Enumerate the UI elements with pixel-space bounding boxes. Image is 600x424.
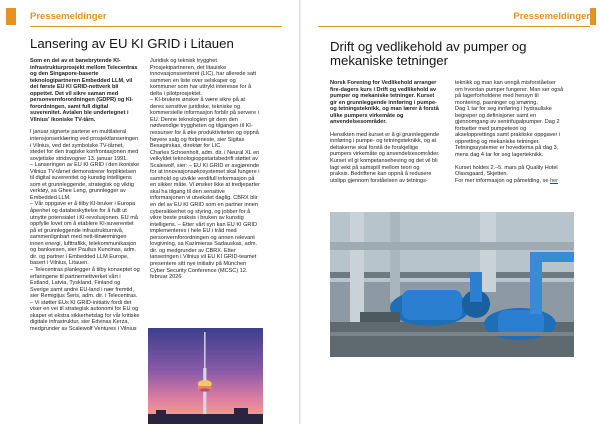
paragraph: Prosjektpartneren, det litauiske innovasjonssenteret (LIC), har allerede satt sammen en liste over selskaper og kommuner som har uttrykt interesse for å delta i pilotprosjektet.	[150, 64, 257, 97]
article-lead: Norsk Forening for Vedlikehold arranger fire-dagers kurs i Drift og vedlikehold av pumper og mekaniske tetninger. Kurset gir en grunnleggende innføring i pumpe- og tetningsteknikk, og man lærer å forstå ulike pumpers virkemåte og anvendelsesområder.	[330, 80, 439, 126]
header-rule	[30, 26, 282, 27]
info-text: For mer informasjon og påmelding, se	[455, 177, 549, 184]
tv-tower-photo	[148, 328, 263, 424]
header-rule	[318, 26, 590, 27]
paragraph: Hensikten med kurset er å gi grunnleggende innføring i pumpe- og tetningsteknikk, og at deltakerne skal forstå de forskjellige pumpers virkemåte og anvendelsesområder. Kurset vil gi kompetanseheving og det vil bli lagt vekt på samspill mellom teori og praksis. Bedriftene kan oppnå å redusere utslipp gjennom forståelsen av tetnings-	[330, 131, 440, 184]
section-header	[318, 8, 590, 25]
right-page	[300, 0, 600, 424]
paragraph: I januar signerte partene en multilateral intensjonserklæring ved prosjektlanseringen i Vilnius, ved det symbolske TV-tårnet, stedet for den tragiske konfrontasjonen med sovjetiske stridsvogner 13. januar 1991.	[30, 129, 139, 162]
article-column-1	[330, 80, 440, 184]
section-label: Pressemeldinger	[513, 11, 590, 22]
paragraph: – Lanseringen av EU KI GRID i den ikoniske Vilnius TV-tårnet demonstrerer forpliktelsen til digital suverenitet og kunstig intelligens som et grunnleggende, strategisk og viktig verktøy, sa Ghee Leng, grunnlegger av Embedded LLM.	[30, 162, 140, 201]
section-marker	[6, 8, 16, 25]
paragraph: Kurset holdes 2.–5. mars på Quality Hotel Olavsgaard, Skjetten.	[455, 164, 558, 178]
article-lead: Som en del av et banebrytende KI-infrastrukturprosjekt mellom Telecentras og den Singapore-baserte teknologipartneren Embedded LLM, vil det første EU KI GRID-nettverk bli oppettet. Det vil sikre saman med personvernforordningen (GDPR) og KI-forordningen, samt full digital suverenitet. Avtalen ble undertegnet i Vilnius' ikoniske TV-tårn.	[30, 58, 138, 123]
section-label: Pressemeldinger	[30, 11, 107, 22]
pump-photo	[330, 212, 574, 357]
article-title: Lansering av EU KI GRID i Litauen	[30, 36, 234, 51]
info-line	[455, 178, 565, 185]
registration-link[interactable]: her	[549, 177, 558, 184]
subheading: Juridisk og teknisk trygghet	[150, 58, 217, 64]
paragraph: – Telecentras planlegger å tilby konseptet og erfaringene til partnernettverket vårt i Estland, Latvia, Tyskland, Finland og Sverige samt andre EU-land i nær fremtid, sier Remigijus Šeris, adm. dir. i Telecentras.	[30, 266, 140, 300]
section-marker	[590, 8, 596, 25]
article-title: Drift og vedlikehold av pumper og mekaniske tetninger	[330, 39, 527, 68]
paragraph: – Vi støtter EUs KI GRID-initiativ fordi det viser en vei til strategisk autonomi for EU og skaper et ekstra sikkerhetslag for vår kritiske digitale infrastruktur, sier Edvinas Kerza, medgrunder av Scalewolf Ventures i Vilnius	[30, 299, 140, 332]
paragraph: Charles Schoenholt, adm. dir. i Neural XL en velkyldet teknologioppstartsbedrift støttet av Scalewolf, sier: – EU KI GRID er avgjørende for at innovasjonsøkosystemet skal fungere i samhold og utvikle verdifull informasjon på en sikker måte. Vi ønsker ikke at tredjeparter skal ha tilgang til den sensitive informasjonen vi utvekslet daglig. CBRX blir en del av EU KI GRID som en partner innen cybersikkerhet og styring, og jobber for å vikre beste praksis i bruken av kunstig intelligens. – Etter vårt syn kan EU KI GRID implementeres i hele EU i tråd med personvernforordningen og annen relevant lovgivning, sa Kazimieras Sadauskas, adm. dir. og medgrunder av CBRX. Etter lanseringen i Vilnius vil EU KI GRID-teamet presentere sitt nye initiativ på München Cyber Security Conference (MCSC) 12. februar 2026	[150, 149, 260, 281]
paragraph: Dag 1 tar for seg innføring i hydrauliske begreper og definisjoner samt en gjennomgang av sentrifugalpumper. Dag 2 fortsetter med pumpeteori og akselopprettings samt praktiske oppgaver i oppretting og mekaniske tetninger. Tetningssystemer er hovedtema på dag 3, mens dag 4 tar for seg lagerteknikk.	[455, 106, 561, 159]
section-header	[30, 8, 282, 25]
paragraph: – KI-brukere ønsker å være sikre på at deres sensitive juridiske, tekniske og kommersielle informasjon forblir på servere i EU. Denne teknologien gir dem den nødvendige tryggheten og tilgangen til KI-ressurser for å øke produktiviteten og oppnå høyere salg og fortjeneste, sier Sigitas Besagirskas, direktør for LIC.	[150, 97, 259, 150]
paragraph: teknikk og man kan unngå misforståelser om hvordan pumper fungerer. Man ser også på lagerforholdene med hensyn til montering, pasninger og smøring.	[455, 80, 564, 106]
paragraph: – Vår oppgave er å tilby KI-bruker i Europa åpenhet og databeskyttelse for å fullt ut utnytte potensialet i KI-revolusjonen. EU må oppfylle lovet om å etablere KI-suverenitet på et grunnleggende infrastrukturnivå, sammenlignbart med nett-tilnærmingen innen energi, lufttrafikk, telekommunikasjon og bankvesen, sier Paulius Kuncinas, adm. dir. og partner i Embedded LLM Europe, basert i Vilnius, Litauen.	[30, 201, 138, 267]
article-column-2	[150, 58, 260, 281]
article-column-2	[455, 80, 565, 184]
article-column-1	[30, 58, 140, 332]
